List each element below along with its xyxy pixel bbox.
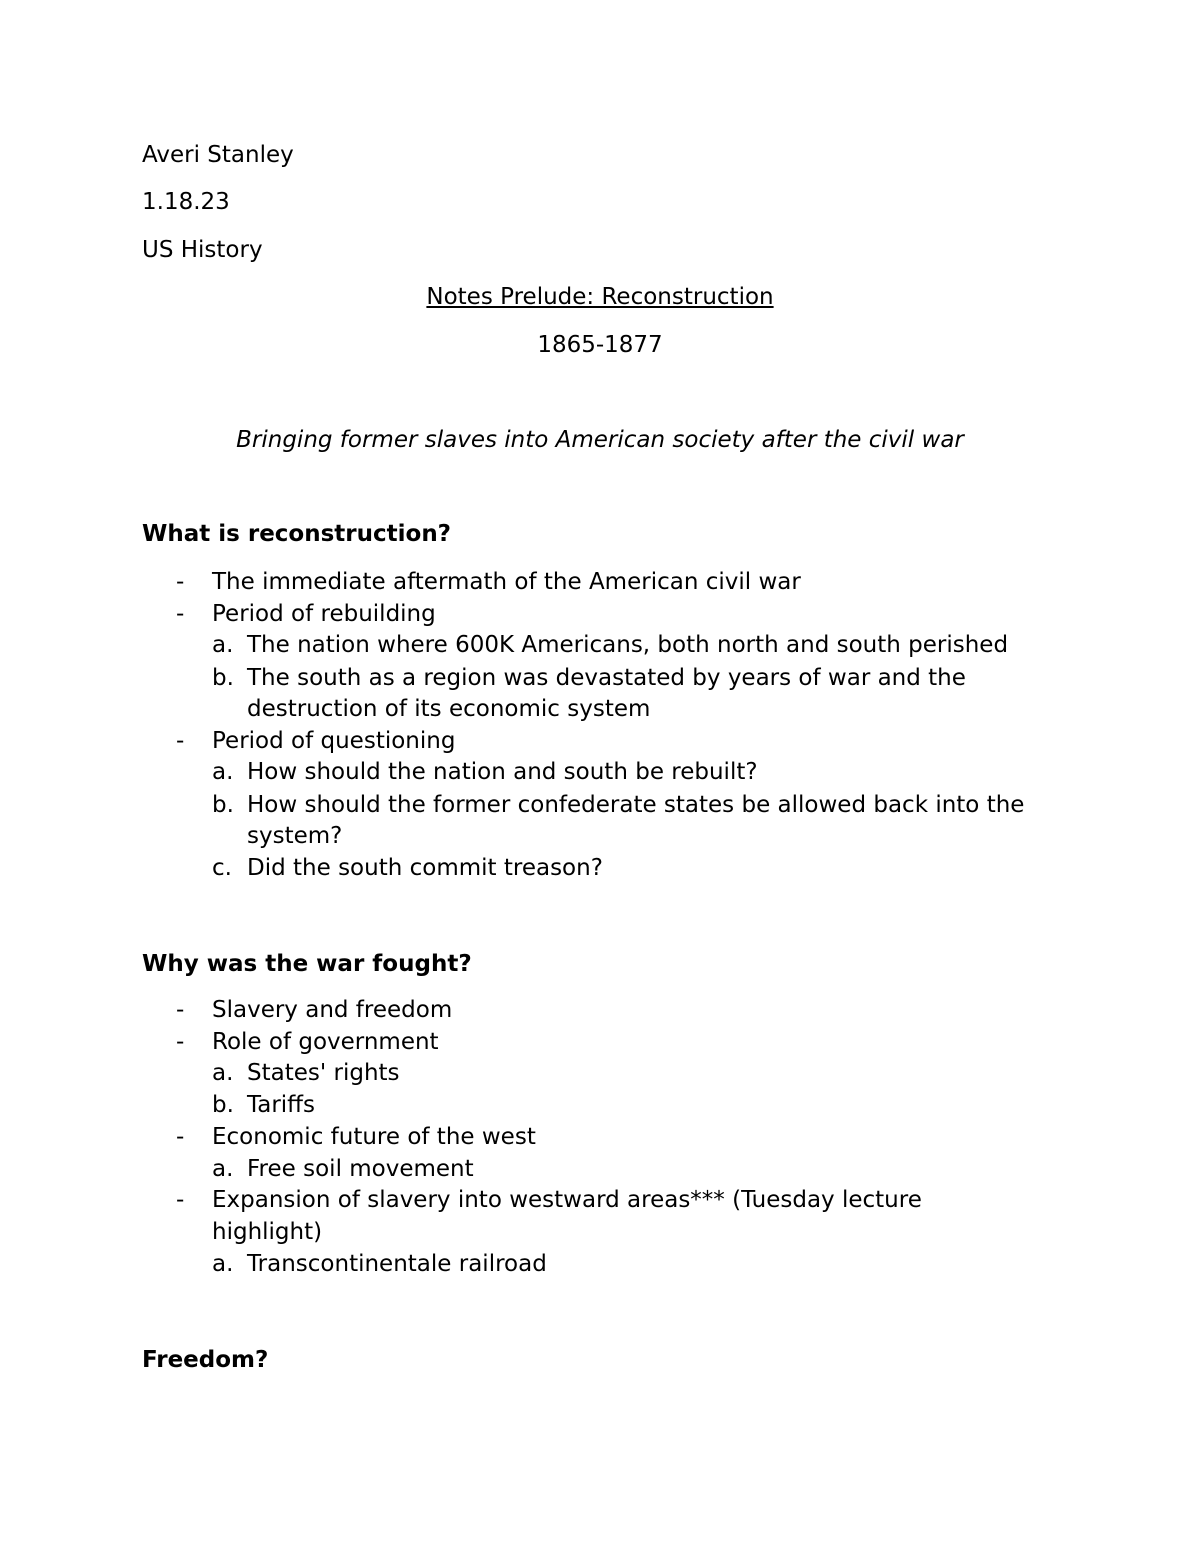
list-item-text: Expansion of slavery into westward areas*** (Tuesday lecture xyxy=(212,1187,922,1213)
sub-item-marker: a. xyxy=(212,759,234,785)
section-heading-freedom: Freedom? xyxy=(142,1347,269,1373)
years-range: 1865-1877 xyxy=(537,332,663,358)
page-title: Notes Prelude: Reconstruction xyxy=(426,284,774,310)
bullet-marker: - xyxy=(176,728,185,754)
sub-item-text: Did the south commit treason? xyxy=(247,855,603,881)
sub-item-text: How should the nation and south be rebuilt? xyxy=(247,759,758,785)
sub-item-text: The south as a region was devastated by years of war and the xyxy=(247,665,966,691)
list-item-text: Slavery and freedom xyxy=(212,997,453,1023)
sub-item-marker: b. xyxy=(212,792,234,818)
list-item-text: The immediate aftermath of the American civil war xyxy=(212,569,801,595)
document-date: 1.18.23 xyxy=(142,189,230,215)
section-heading-why-war: Why was the war fought? xyxy=(142,951,472,977)
author-name: Averi Stanley xyxy=(142,142,294,168)
sub-item-text: Free soil movement xyxy=(247,1156,474,1182)
sub-item-marker: b. xyxy=(212,1092,234,1118)
bullet-marker: - xyxy=(176,1187,185,1213)
sub-item-text: States' rights xyxy=(247,1060,400,1086)
sub-item-text: destruction of its economic system xyxy=(247,696,651,722)
list-item-text: Period of rebuilding xyxy=(212,601,436,627)
sub-item-marker: b. xyxy=(212,665,234,691)
sub-item-text: The nation where 600K Americans, both north and south perished xyxy=(247,632,1009,658)
sub-item-marker: c. xyxy=(212,855,232,881)
list-item-text: Economic future of the west xyxy=(212,1124,536,1150)
bullet-marker: - xyxy=(176,1124,185,1150)
bullet-marker: - xyxy=(176,569,185,595)
sub-item-marker: a. xyxy=(212,1060,234,1086)
sub-item-text: Transcontinentale railroad xyxy=(247,1251,547,1277)
sub-item-text: Tariffs xyxy=(247,1092,316,1118)
page-subtitle: Bringing former slaves into American society after the civil war xyxy=(236,427,964,453)
bullet-marker: - xyxy=(176,601,185,627)
bullet-marker: - xyxy=(176,1029,185,1055)
section-heading-reconstruction: What is reconstruction? xyxy=(142,521,452,547)
sub-item-marker: a. xyxy=(212,1156,234,1182)
course-name: US History xyxy=(142,237,263,263)
sub-item-marker: a. xyxy=(212,632,234,658)
sub-item-marker: a. xyxy=(212,1251,234,1277)
list-item-text: highlight) xyxy=(212,1219,323,1245)
bullet-marker: - xyxy=(176,997,185,1023)
sub-item-text: How should the former confederate states be allowed back into the xyxy=(247,792,1025,818)
list-item-text: Role of government xyxy=(212,1029,439,1055)
sub-item-text: system? xyxy=(247,823,343,849)
list-item-text: Period of questioning xyxy=(212,728,456,754)
